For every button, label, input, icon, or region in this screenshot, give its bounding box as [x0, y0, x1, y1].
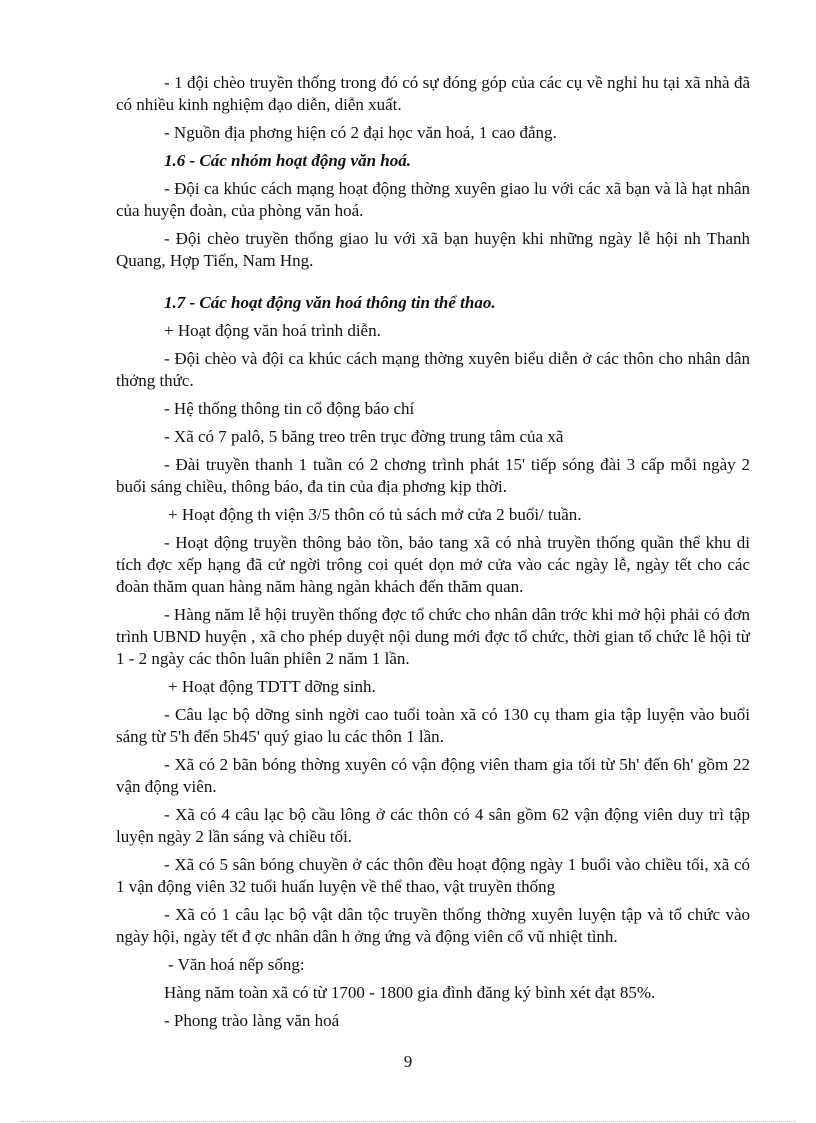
paragraph: - Văn hoá nếp sống: — [168, 955, 305, 974]
paragraph: Hàng năm toàn xã có từ 1700 - 1800 gia đình đăng ký bình xét đạt 85%. — [164, 983, 656, 1002]
paragraph: - Phong trào làng văn hoá — [164, 1011, 340, 1030]
paragraph: + Hoạt động TDTT dỡng sinh. — [168, 677, 376, 696]
paragraph: - Hệ thống thông tin cổ động báo chí — [164, 399, 415, 418]
paragraph: - Xã có 5 sân bóng chuyền ở các thôn đều hoạt động ngày 1 buổi vào chiều tối, xã có 1 vận động viên 32 tuổi huấn luyện về thể thao, vật truyền thống — [116, 855, 750, 896]
page-number: 9 — [403, 1052, 413, 1071]
section-heading-1-6: 1.6 - Các nhóm hoạt động văn hoá. — [164, 151, 412, 170]
page-bottom-divider — [20, 1121, 796, 1122]
paragraph: - Đội ca khúc cách mạng hoạt động thờng xuyên giao lu với các xã bạn và là hạt nhân của huyện đoàn, của phòng văn hoá. — [116, 179, 750, 220]
paragraph: - 1 đội chèo truyền thống trong đó có sự đóng góp của các cụ về nghỉ hu tại xã nhà đã có nhiều kinh nghiệm đạo diễn, diễn xuất. — [116, 73, 750, 114]
paragraph: - Xã có 1 câu lạc bộ vật dân tộc truyền thống thờng xuyên luyện tập và tổ chức vào ngày hội, ngày tết đ ợc nhân dân h ởng ứng và động viên cổ vũ nhiệt tình. — [116, 905, 750, 946]
paragraph: - Câu lạc bộ dỡng sinh ngời cao tuổi toàn xã có 130 cụ tham gia tập luyện vào buổi sáng từ 5'h đến 5h45' quý giao lu các thôn 1 lần. — [116, 705, 750, 746]
paragraph: - Đội chèo và đội ca khúc cách mạng thờng xuyên biểu diễn ở các thôn cho nhân dân thởng thức. — [116, 349, 750, 390]
document-body — [116, 72, 750, 1038]
paragraph: - Đài truyền thanh 1 tuần có 2 chơng trình phát 15' tiếp sóng đài 3 cấp mỗi ngày 2 buổi sáng chiều, thông báo, đa tin của địa phơng kịp thời. — [116, 455, 750, 496]
paragraph: + Hoạt động văn hoá trình diễn. — [164, 321, 381, 340]
paragraph: - Xã có 2 bãn bóng thờng xuyên có vận động viên tham gia tối từ 5h' đến 6h' gồm 22 vận động viên. — [116, 755, 750, 796]
spacer — [116, 272, 750, 292]
paragraph: - Hàng năm lễ hội truyền thống đợc tổ chức cho nhân dân trớc khi mở hội phải có đơn trình UBND huyện , xã cho phép duyệt nội dung mới đợc tổ chức, thời gian tổ chức lễ hội từ 1 - 2 ngày các thôn luân phiên 2 năm 1 lần. — [116, 605, 750, 668]
paragraph: - Xã có 4 câu lạc bộ cầu lông ở các thôn có 4 sân gồm 62 vận động viên duy trì tập luyện ngày 2 lần sáng và chiều tối. — [116, 805, 750, 846]
paragraph: - Hoạt động truyền thông bảo tồn, bảo tang xã có nhà truyền thống quần thể khu di tích đợc xếp hạng đã cử ngời trông coi quét dọn mở cửa vào các ngày lễ, ngày tết cho các đoàn thăm quan hàng năm hàng ngàn khách đến thăm quan. — [116, 533, 750, 596]
paragraph: - Nguồn địa phơng hiện có 2 đại học văn hoá, 1 cao đẳng. — [164, 123, 557, 142]
paragraph: - Đội chèo truyền thống giao lu với xã bạn huyện khi những ngày lễ hội nh Thanh Quang, Hợp Tiến, Nam Hng. — [116, 229, 750, 270]
paragraph: - Xã có 7 palô, 5 băng treo trên trục đờng trung tâm của xã — [164, 427, 564, 446]
section-heading-1-7: 1.7 - Các hoạt động văn hoá thông tin thể thao. — [164, 293, 496, 312]
paragraph: + Hoạt động th viện 3/5 thôn có tủ sách mở cửa 2 buổi/ tuần. — [168, 505, 582, 524]
